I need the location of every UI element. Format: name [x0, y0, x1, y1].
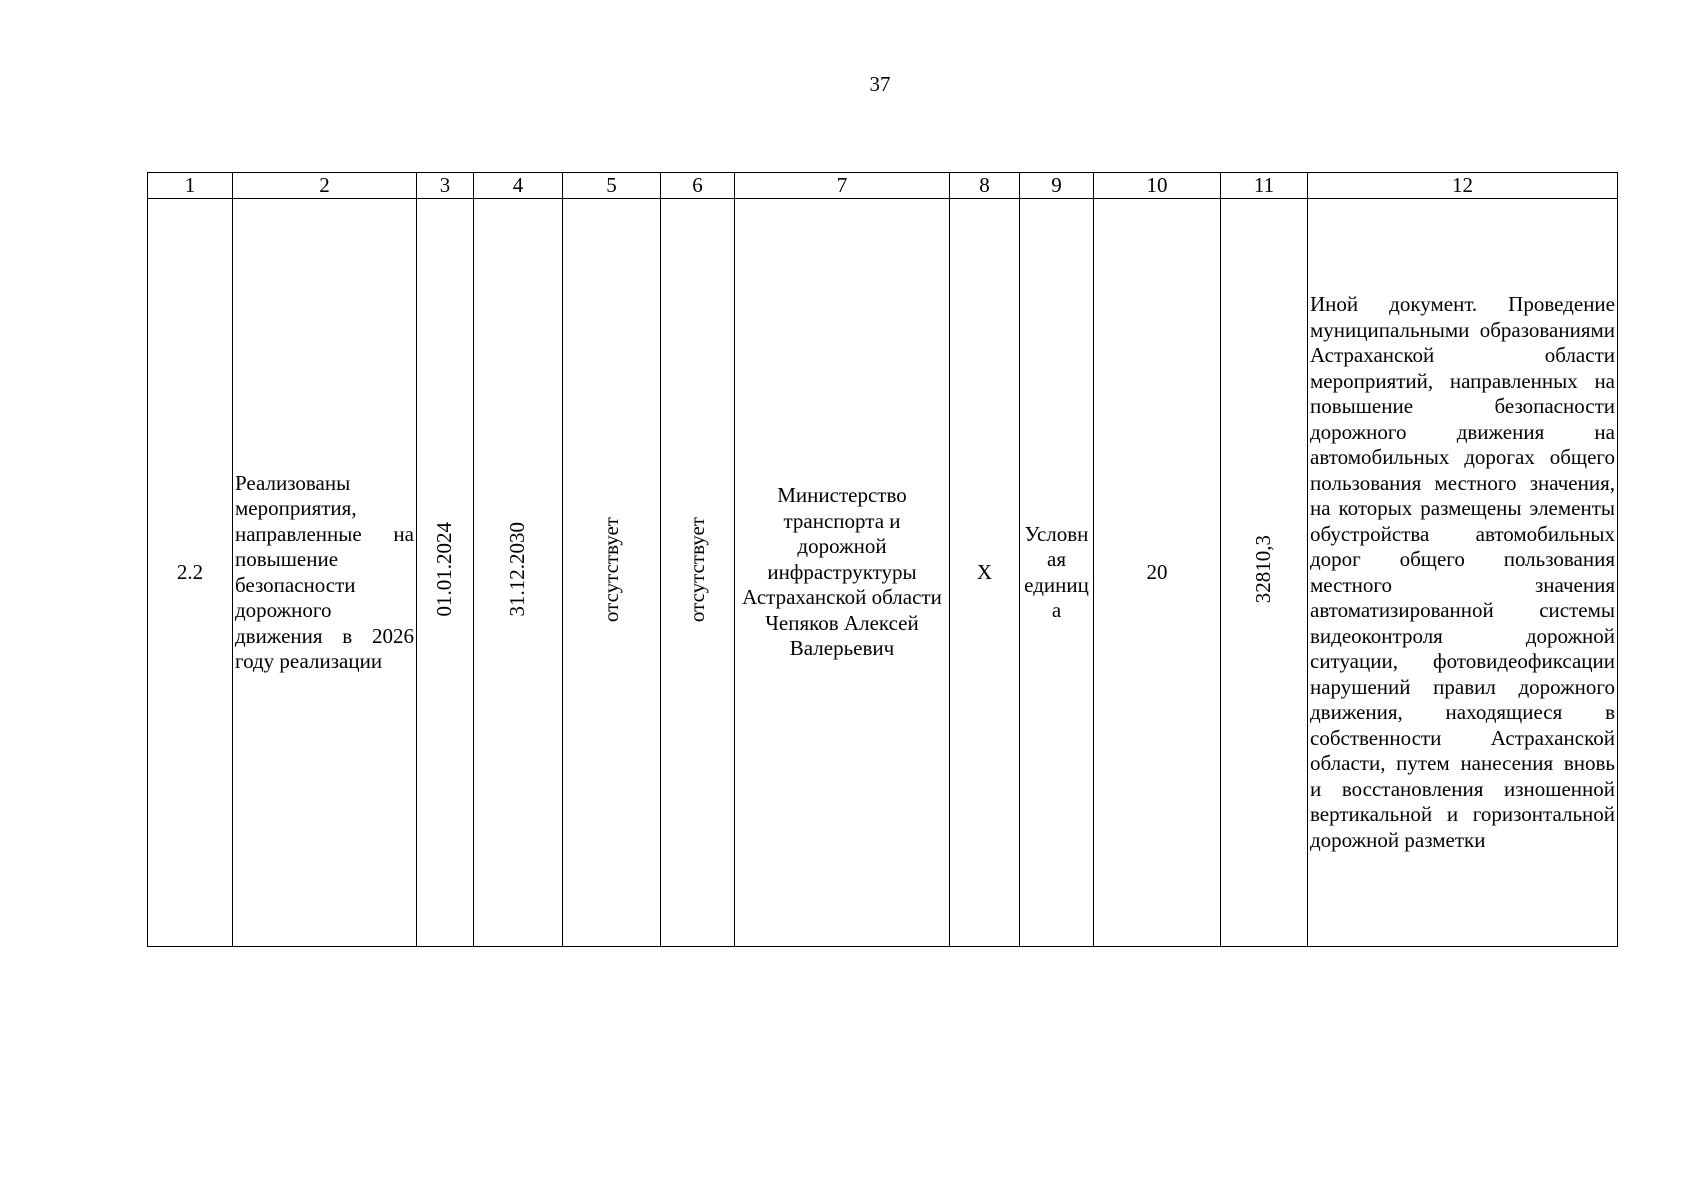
col8-cell — [950, 199, 1020, 947]
column-number: 9 — [1020, 173, 1094, 199]
start-date-cell — [417, 199, 474, 947]
column-number: 5 — [563, 173, 661, 199]
column-number: 11 — [1221, 173, 1308, 199]
amount-value: 32810,3 — [1251, 535, 1276, 604]
table-row — [148, 199, 1618, 947]
responsible-org: Министерство транспорта и дорожной инфраструктуры Астраханской области — [742, 483, 942, 610]
target-value: 20 — [1146, 559, 1168, 584]
col6-value: отсутствует — [684, 516, 709, 622]
column-number: 7 — [735, 173, 950, 199]
start-date: 01.01.2024 — [432, 522, 457, 617]
column-number-row — [148, 173, 1618, 199]
row-number: 2.2 — [176, 559, 204, 584]
result-cell — [233, 199, 417, 947]
column-number: 3 — [417, 173, 474, 199]
plan-table — [147, 172, 1618, 947]
column-number: 4 — [474, 173, 563, 199]
column-number: 10 — [1094, 173, 1221, 199]
end-date: 31.12.2030 — [505, 522, 530, 617]
end-date-cell — [474, 199, 563, 947]
col8-value: Х — [976, 559, 993, 584]
responsible-cell — [735, 199, 950, 947]
result-text: Реализованы мероприятия, направленные на повышение безопасности дорожного движения в 2026 году реализации — [235, 470, 414, 673]
column-number: 1 — [148, 173, 233, 199]
col5-value: отсутствует — [598, 516, 623, 622]
unit-cell — [1020, 199, 1094, 947]
column-number: 12 — [1308, 173, 1618, 199]
column-number: 8 — [950, 173, 1020, 199]
row-number-cell — [148, 199, 233, 947]
column-number: 2 — [233, 173, 417, 199]
document-cell — [1308, 199, 1618, 947]
document-text: Иной документ. Проведение муниципальными образованиями Астраханской области мероприятий, направленных на повышение безопасности дорожного движения на автомобильных дорогах общего пользования местного значения, на которых размещены элементы обустройства автомобильных дорог общего пользования местного значения автоматизированной системы видеоконтроля дорожной ситуации, фотовидеофиксации нарушений правил дорожного движения, находящиеся в собственности Астраханской области, путем нанесения вновь и восстановления изношенной вертикальной и горизонтальной дорожной разметки — [1310, 292, 1615, 852]
responsible-person: Чепяков Алексей Валерьевич — [765, 610, 919, 661]
column-number: 6 — [661, 173, 735, 199]
value-cell — [1094, 199, 1221, 947]
page-number: 37 — [869, 72, 891, 96]
col5-cell — [563, 199, 661, 947]
amount-cell — [1221, 199, 1308, 947]
col6-cell — [661, 199, 735, 947]
unit-value: Условная единица — [1024, 521, 1089, 622]
